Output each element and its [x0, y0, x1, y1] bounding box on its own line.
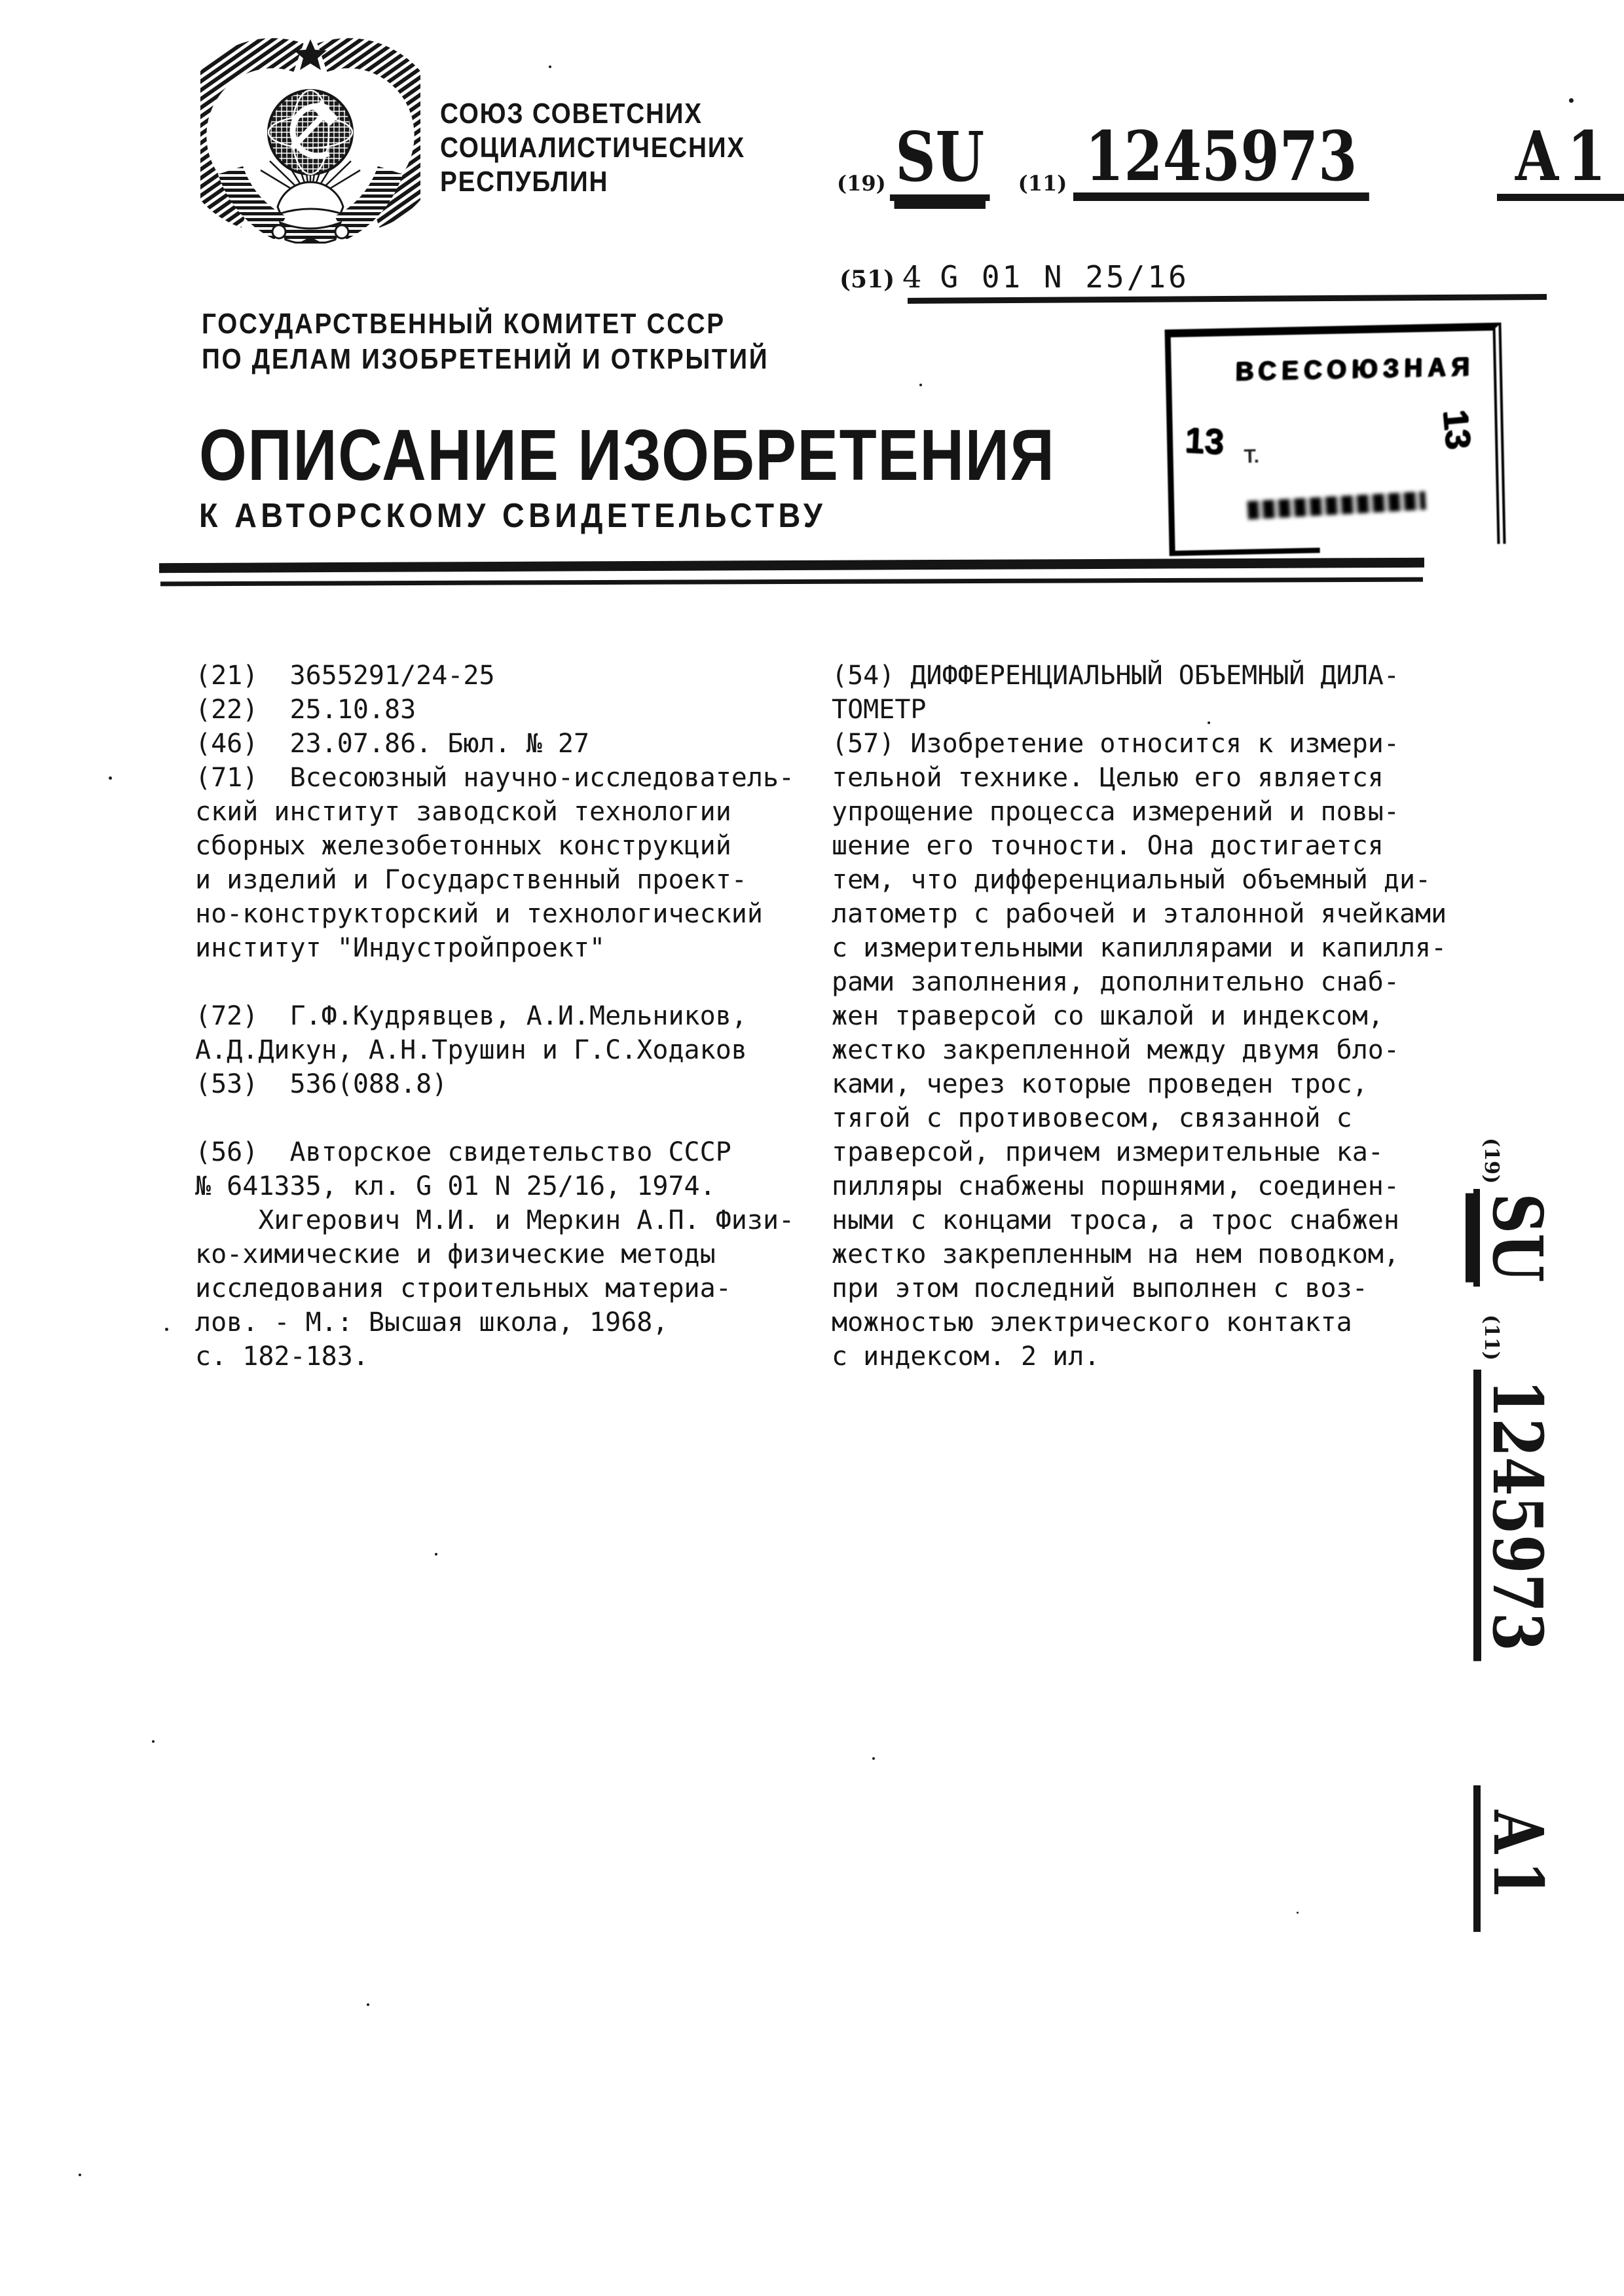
text-line: ский институт заводской технологии	[195, 797, 731, 827]
scan-speck	[152, 1740, 155, 1743]
ipc-row	[840, 259, 1189, 295]
stamp-smudge	[1247, 491, 1426, 519]
text-line: ками, через которые проведен трос,	[832, 1069, 1368, 1099]
text-line: при этом последний выполнен с воз-	[832, 1273, 1368, 1303]
text-line: (71) Всесоюзный научно-исследователь-	[195, 763, 795, 793]
text-line: (21) 3655291/24-25	[195, 661, 495, 691]
ipc-underline	[908, 294, 1547, 304]
scan-speck	[367, 2003, 369, 2006]
text-line: пилляры снабжены поршнями, соединен-	[832, 1171, 1399, 1201]
text-line: шение его точности. Она достигается	[832, 831, 1384, 861]
text-line: жестко закрепленным на нем поводком,	[832, 1239, 1399, 1269]
code-19-label: (19)	[837, 170, 886, 196]
scan-speck	[435, 1553, 437, 1556]
stamp-bottom-edge	[1170, 548, 1320, 556]
text-line: (72) Г.Ф.Кудрявцев, А.И.Мельников,	[195, 1001, 747, 1031]
publication-number-row	[837, 116, 1624, 201]
separator-rule-thick	[159, 558, 1424, 573]
scan-speck	[919, 384, 922, 386]
scan-speck	[1208, 721, 1210, 724]
scan-speck	[79, 2174, 81, 2176]
document-subtitle	[199, 496, 896, 536]
text-line: (57) Изобретение относится к измери-	[832, 729, 1399, 759]
code-11-label: (11)	[1018, 170, 1067, 196]
ipc-code-label: (51)	[840, 266, 895, 293]
sidebar-code-11: (11)	[1480, 1314, 1503, 1361]
country-name-line: СОЦИАЛИСТИЧЕСНИХ	[440, 132, 745, 164]
text-line: Хигерович М.И. и Меркин А.П. Физи-	[195, 1205, 795, 1235]
document-title-text: ОПИСАНИЕ ИЗОБРЕТЕНИЯ	[199, 415, 1056, 496]
country-name-line: СОЮЗ СОВЕТСНИХ	[440, 98, 703, 130]
ipc-class: G 01 N 25/16	[940, 259, 1189, 295]
sidebar-document-number: 1245973	[1473, 1370, 1549, 1661]
bibliographic-column	[195, 659, 824, 1374]
text-line: № 641335, кл. G 01 N 25/16, 1974.	[195, 1171, 716, 1201]
text-line: но-конструкторский и технологический	[195, 899, 763, 929]
ipc-edition: 4	[902, 259, 922, 295]
text-line: рами заполнения, дополнительно снаб-	[832, 967, 1399, 997]
text-line: (56) Авторское свидетельство СССР	[195, 1137, 731, 1167]
text-line: латометр с рабочей и эталонной ячейками	[832, 899, 1447, 929]
country-code: SU	[890, 125, 989, 201]
country-name	[440, 97, 786, 199]
scan-speck	[1569, 98, 1574, 103]
sidebar-code-19: (19)	[1480, 1138, 1503, 1184]
text-line: с индексом. 2 ил.	[832, 1341, 1100, 1372]
text-line: (54) ДИФФЕРЕНЦИАЛЬНЫЙ ОБЪЕМНЫЙ ДИЛА-	[832, 661, 1399, 691]
committee-line: ПО ДЕЛАМ ИЗОБРЕТЕНИЙ И ОТКРЫТИЙ	[202, 343, 769, 375]
stamp-text: ВСЕСОЮЗНАЯ	[1235, 352, 1475, 386]
text-line: и изделий и Государственный проект-	[195, 865, 747, 895]
stamp-number-left: 13	[1183, 420, 1225, 462]
text-line: тем, что дифференциальный объемный ди-	[832, 865, 1431, 895]
text-line: жен траверсой со шкалой и индексом,	[832, 1001, 1384, 1031]
text-line	[195, 965, 824, 999]
scan-speck	[1297, 1912, 1299, 1914]
sidebar-kind-code: A1	[1473, 1785, 1550, 1932]
scan-speck	[549, 65, 551, 68]
text-line: лов. - М.: Высшая школа, 1968,	[195, 1307, 669, 1338]
text-line: ными с концами троса, а трос снабжен	[832, 1205, 1399, 1235]
text-line: тельной технике. Целью его является	[832, 763, 1384, 793]
library-stamp	[1165, 323, 1506, 551]
document-number: 1245973	[1073, 124, 1369, 201]
text-line: сборных железобетонных конструкций	[195, 831, 731, 861]
text-line: институт "Индустройпроект"	[195, 933, 606, 963]
text-line: жестко закрепленной между двумя бло-	[832, 1035, 1399, 1065]
sidebar-publication-number	[1473, 1138, 1569, 1907]
text-line: исследования строительных материа-	[195, 1273, 731, 1303]
text-line	[195, 1101, 824, 1135]
committee-name	[202, 306, 846, 377]
scan-speck	[109, 776, 112, 780]
text-line: ТОМЕТР	[832, 695, 927, 725]
scan-speck	[872, 1757, 875, 1760]
document-title	[199, 414, 1206, 497]
document-subtitle-text: К АВТОРСКОМУ СВИДЕТЕЛЬСТВУ	[199, 497, 827, 535]
text-line: (53) 536(088.8)	[195, 1069, 448, 1099]
stamp-mark: Т.	[1244, 445, 1260, 467]
text-line: А.Д.Дикун, А.Н.Трушин и Г.С.Ходаков	[195, 1035, 747, 1065]
stamp-number-right: 13	[1435, 407, 1479, 450]
country-name-line: РЕСПУБЛИН	[440, 166, 609, 198]
ussr-coat-of-arms	[200, 35, 420, 244]
text-line: тягой с противовесом, связанной с	[832, 1103, 1352, 1133]
text-line: (22) 25.10.83	[195, 695, 416, 725]
text-line: с. 182-183.	[195, 1341, 369, 1372]
separator-rule-thin	[160, 577, 1423, 587]
sidebar-country-code: SU	[1473, 1189, 1549, 1286]
scan-speck	[165, 1328, 168, 1331]
text-line: можностью электрического контакта	[832, 1307, 1352, 1338]
text-line: (46) 23.07.86. Бюл. № 27	[195, 729, 590, 759]
text-line: упрощение процесса измерений и повы-	[832, 797, 1399, 827]
text-line: ко-химические и физические методы	[195, 1239, 716, 1269]
committee-line: ГОСУДАРСТВЕННЫЙ КОМИТЕТ СССР	[202, 308, 726, 340]
abstract-column	[832, 659, 1486, 1374]
text-line: с измерительными капиллярами и капилля-	[832, 933, 1447, 963]
kind-code: A1	[1497, 124, 1624, 201]
text-line: траверсой, причем измерительные ка-	[832, 1137, 1384, 1167]
